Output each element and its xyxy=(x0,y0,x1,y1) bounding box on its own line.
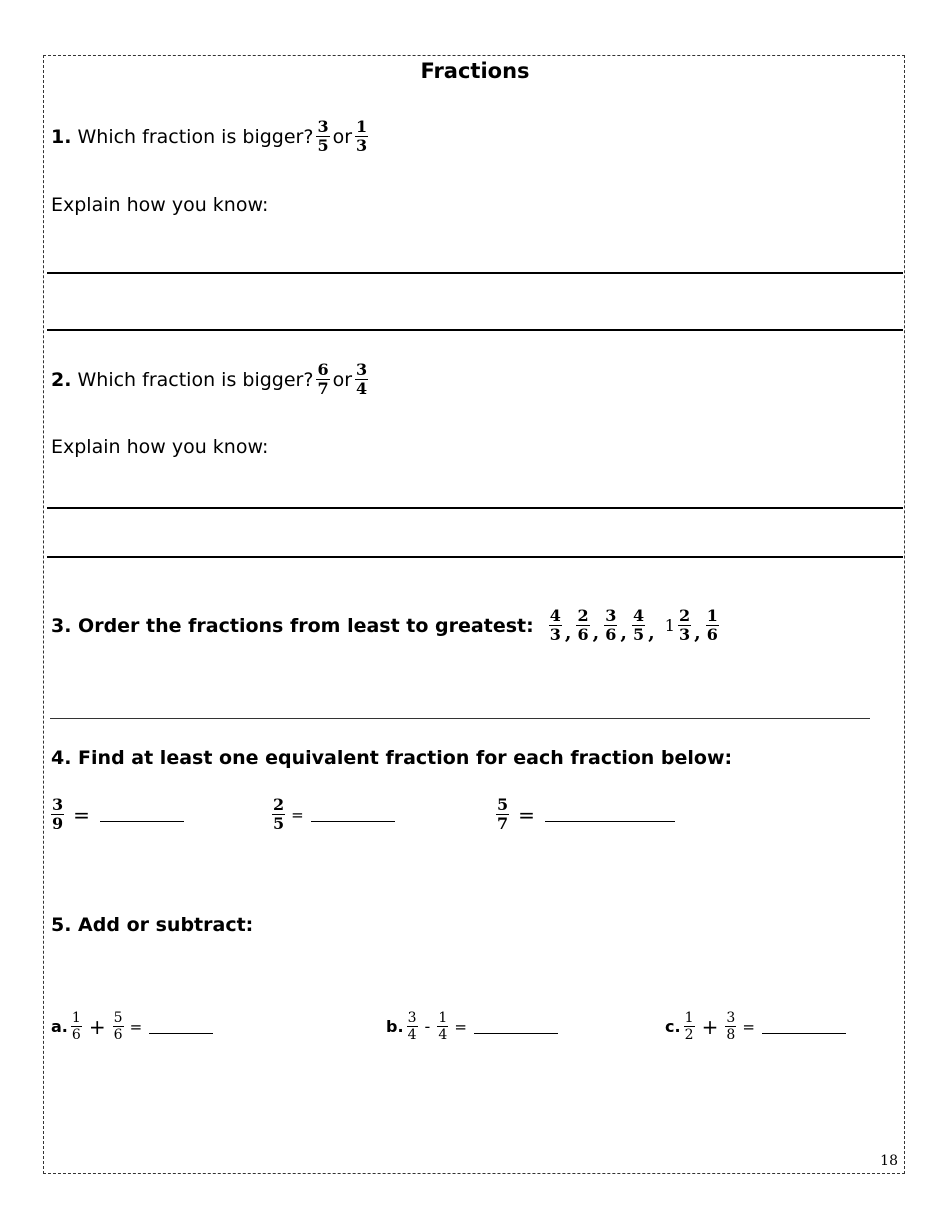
q1-fraction-2 xyxy=(355,118,368,155)
minus-sign: - xyxy=(424,1017,431,1036)
q2-answer-line-1[interactable] xyxy=(47,507,903,509)
denominator: 6 xyxy=(577,625,589,644)
numerator: 1 xyxy=(71,1010,81,1026)
denominator: 4 xyxy=(438,1027,448,1043)
q4-text: 4. Find at least one equivalent fraction for each fraction below: xyxy=(51,747,733,769)
denominator: 9 xyxy=(52,814,64,833)
numerator: 1 xyxy=(706,606,718,625)
denominator: 3 xyxy=(678,625,691,644)
q2-fraction-2 xyxy=(355,361,368,398)
q4-answer-1[interactable] xyxy=(100,807,184,822)
numerator: 3 xyxy=(317,117,329,136)
equals-sign: = xyxy=(129,1017,143,1036)
denominator: 6 xyxy=(605,625,617,644)
plus-sign: + xyxy=(88,1014,106,1039)
q5-answer-b[interactable] xyxy=(474,1019,558,1034)
question-5 xyxy=(51,914,253,936)
denominator: 6 xyxy=(706,625,718,644)
question-2 xyxy=(51,361,371,398)
q1-number: 1. xyxy=(51,125,72,148)
q3-item xyxy=(629,607,665,644)
equals-sign: = xyxy=(742,1017,755,1036)
q3-item xyxy=(601,607,629,644)
separator: , xyxy=(694,622,701,644)
equals-sign: = xyxy=(291,805,304,824)
equals-sign: = xyxy=(73,802,90,827)
q4-item-1 xyxy=(48,796,184,833)
q5-answer-c[interactable] xyxy=(762,1019,846,1034)
denominator: 5 xyxy=(317,136,329,155)
q1-or: or xyxy=(332,125,353,148)
q4-item-3 xyxy=(493,796,675,833)
numerator: 3 xyxy=(52,795,64,814)
numerator: 1 xyxy=(438,1010,448,1026)
question-3 xyxy=(51,607,722,644)
q2-number: 2. xyxy=(51,368,72,391)
q2-text: Which fraction is bigger? xyxy=(77,368,314,391)
q4-answer-2[interactable] xyxy=(311,807,395,822)
numerator: 1 xyxy=(684,1010,694,1026)
q2-answer-line-2[interactable] xyxy=(47,556,903,558)
numerator: 5 xyxy=(113,1010,123,1026)
denominator: 3 xyxy=(356,136,368,155)
q2-explain: Explain how you know: xyxy=(51,436,269,458)
q5-part-c xyxy=(665,1010,846,1043)
q3-item xyxy=(665,607,703,644)
q5-answer-a[interactable] xyxy=(149,1019,213,1034)
denominator: 6 xyxy=(71,1027,81,1043)
numerator: 4 xyxy=(633,606,645,625)
q4-item-2 xyxy=(269,796,395,833)
numerator: 2 xyxy=(273,795,285,814)
q3-answer-line[interactable] xyxy=(50,718,870,719)
q1-text: Which fraction is bigger? xyxy=(77,125,314,148)
denominator: 7 xyxy=(317,379,329,398)
q4-answer-3[interactable] xyxy=(545,807,675,822)
denominator: 4 xyxy=(356,379,368,398)
numerator: 2 xyxy=(678,606,691,625)
numerator: 5 xyxy=(497,795,509,814)
denominator: 6 xyxy=(113,1027,123,1043)
q2-or: or xyxy=(332,368,353,391)
part-label: b. xyxy=(386,1017,404,1036)
q3-text: 3. Order the fractions from least to greatest: xyxy=(51,614,534,637)
part-label: a. xyxy=(51,1017,68,1036)
question-4 xyxy=(51,747,732,769)
numerator: 3 xyxy=(407,1010,417,1026)
equals-sign: = xyxy=(454,1017,467,1036)
numerator: 3 xyxy=(356,360,368,379)
q1-answer-line-2[interactable] xyxy=(47,329,903,331)
numerator: 1 xyxy=(356,117,368,136)
separator: , xyxy=(592,622,600,644)
equals-sign: = xyxy=(518,802,535,827)
q5-part-a xyxy=(51,1010,213,1043)
page-title: Fractions xyxy=(420,59,530,83)
plus-sign: + xyxy=(701,1014,719,1039)
denominator: 8 xyxy=(726,1027,736,1043)
part-label: c. xyxy=(665,1017,681,1036)
q2-fraction-1 xyxy=(316,361,329,398)
numerator: 3 xyxy=(605,606,617,625)
denominator: 2 xyxy=(684,1027,694,1043)
q3-item xyxy=(546,607,574,644)
question-1 xyxy=(51,118,371,155)
denominator: 3 xyxy=(549,625,561,644)
q1-fraction-1 xyxy=(316,118,329,155)
numerator: 4 xyxy=(549,606,561,625)
q3-fraction-list xyxy=(546,607,722,644)
q5-text: 5. Add or subtract: xyxy=(51,914,254,936)
q5-part-b xyxy=(386,1010,558,1043)
whole-number: 1 xyxy=(664,616,675,635)
q3-item xyxy=(573,607,601,644)
separator: , xyxy=(620,622,627,644)
denominator: 5 xyxy=(633,625,645,644)
denominator: 4 xyxy=(407,1027,417,1043)
denominator: 7 xyxy=(497,814,509,833)
separator: , xyxy=(564,622,572,644)
q1-answer-line-1[interactable] xyxy=(47,272,903,274)
numerator: 2 xyxy=(577,606,589,625)
page-number: 18 xyxy=(880,1153,898,1169)
numerator: 3 xyxy=(726,1010,736,1026)
denominator: 5 xyxy=(273,814,285,833)
q1-explain: Explain how you know: xyxy=(51,194,269,216)
separator: , xyxy=(648,622,655,644)
q3-item xyxy=(703,607,722,644)
numerator: 6 xyxy=(317,360,329,379)
